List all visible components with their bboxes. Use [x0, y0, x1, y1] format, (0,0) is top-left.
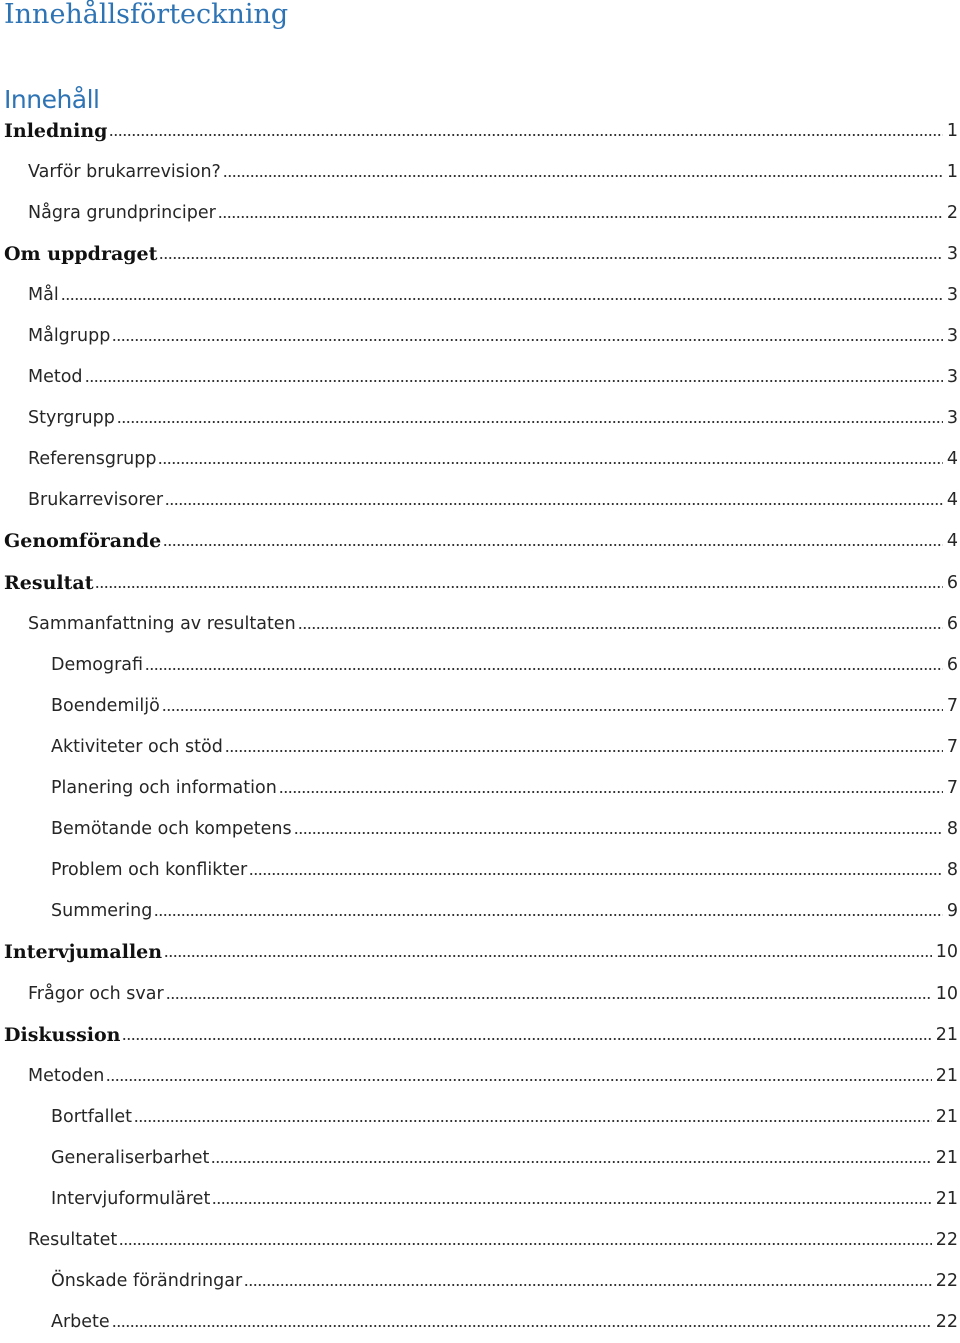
toc-entry[interactable] — [0, 233, 960, 274]
toc-entry-page-number: 21 — [935, 1024, 958, 1045]
dot-leader — [166, 996, 932, 1000]
dot-leader — [95, 585, 942, 589]
dot-leader — [218, 215, 943, 219]
toc-entry-page-number: 8 — [946, 819, 958, 840]
dot-leader — [109, 133, 942, 137]
dot-leader — [294, 831, 943, 835]
toc-entry[interactable] — [0, 973, 960, 1014]
dot-leader — [61, 297, 943, 301]
dot-leader — [225, 749, 943, 753]
toc-entry-page-number: 10 — [935, 942, 958, 963]
toc-entry-page-number: 3 — [946, 326, 958, 347]
toc-entry[interactable] — [0, 1261, 960, 1302]
dot-leader — [106, 1078, 931, 1082]
toc-entry-label: Önskade förändringar — [51, 1271, 243, 1292]
toc-entry[interactable] — [0, 357, 960, 398]
toc-entry[interactable] — [0, 1137, 960, 1178]
dot-leader — [85, 379, 943, 383]
toc-entry-page-number: 4 — [946, 449, 958, 470]
dot-leader — [211, 1160, 931, 1164]
toc-entry-label: Resultatet — [28, 1230, 118, 1251]
dot-leader — [249, 872, 943, 876]
toc-entry[interactable] — [0, 685, 960, 726]
dot-leader — [165, 502, 943, 506]
toc-entry-label: Referensgrupp — [28, 449, 157, 470]
dot-leader — [134, 1119, 932, 1123]
toc-entry[interactable] — [0, 315, 960, 356]
toc-entry-label: Inledning — [4, 119, 108, 142]
toc-entry-page-number: 4 — [946, 490, 958, 511]
toc-entry-label: Resultat — [4, 571, 94, 594]
toc-entry-page-number: 22 — [935, 1312, 958, 1333]
toc-entry[interactable] — [0, 768, 960, 809]
toc-entry-page-number: 22 — [935, 1230, 958, 1251]
toc-entry-page-number: 22 — [935, 1271, 958, 1292]
toc-entry-page-number: 6 — [946, 613, 958, 634]
toc-entry-page-number: 3 — [946, 284, 958, 305]
dot-leader — [162, 708, 943, 712]
toc-entry[interactable] — [0, 562, 960, 603]
toc-entry-label: Genomförande — [4, 530, 162, 553]
toc-entry[interactable] — [0, 110, 960, 151]
toc-entry-page-number: 21 — [935, 1188, 958, 1209]
toc-entry-label: Metoden — [28, 1065, 105, 1086]
dot-leader — [119, 1242, 931, 1246]
toc-entry-label: Målgrupp — [28, 326, 111, 347]
toc-entry-label: Demografi — [51, 654, 144, 675]
dot-leader — [298, 626, 943, 630]
toc-entry-label: Problem och konflikter — [51, 860, 248, 881]
toc-entry[interactable] — [0, 192, 960, 233]
dot-leader — [244, 1283, 932, 1287]
toc-entry-page-number: 7 — [946, 778, 958, 799]
dot-leader — [163, 543, 943, 547]
toc-entry[interactable] — [0, 1096, 960, 1137]
toc-entry-page-number: 21 — [935, 1147, 958, 1168]
toc-entry[interactable] — [0, 850, 960, 891]
toc-entry-page-number: 3 — [946, 408, 958, 429]
toc-entry-label: Varför brukarrevision? — [28, 161, 221, 182]
toc-entry[interactable] — [0, 521, 960, 562]
toc-entry-label: Summering — [51, 901, 153, 922]
toc-entry-page-number: 1 — [946, 161, 958, 182]
toc-entry[interactable] — [0, 1220, 960, 1261]
toc-entry-label: Sammanfattning av resultaten — [28, 613, 296, 634]
toc-entry-label: Intervjuformuläret — [51, 1188, 211, 1209]
toc-entry[interactable] — [0, 932, 960, 973]
toc-entry-page-number: 3 — [946, 243, 958, 264]
dot-leader — [112, 338, 943, 342]
toc-entry[interactable] — [0, 891, 960, 932]
dot-leader — [164, 954, 932, 958]
toc-entry-label: Styrgrupp — [28, 408, 115, 429]
toc-entry[interactable] — [0, 1014, 960, 1055]
toc-entry-label: Om uppdraget — [4, 242, 158, 265]
toc-entry-label: Aktiviteter och stöd — [51, 736, 223, 757]
toc-entry-label: Metod — [28, 367, 83, 388]
toc-entry-page-number: 7 — [946, 736, 958, 757]
toc-entry-page-number: 10 — [935, 983, 958, 1004]
toc-entry[interactable] — [0, 480, 960, 521]
table-of-contents — [0, 110, 960, 1343]
dot-leader — [279, 790, 943, 794]
toc-entry-page-number: 21 — [935, 1106, 958, 1127]
toc-entry-label: Arbete — [51, 1312, 110, 1333]
dot-leader — [212, 1201, 931, 1205]
toc-entry-page-number: 9 — [946, 901, 958, 922]
toc-entry[interactable] — [0, 398, 960, 439]
dot-leader — [122, 1037, 931, 1041]
toc-entry[interactable] — [0, 439, 960, 480]
toc-entry-label: Diskussion — [4, 1023, 121, 1046]
dot-leader — [112, 1324, 932, 1328]
document-title: Innehållsförteckning — [4, 0, 289, 30]
toc-entry[interactable] — [0, 274, 960, 315]
toc-entry-page-number: 1 — [946, 120, 958, 141]
toc-entry-page-number: 21 — [935, 1065, 958, 1086]
toc-entry[interactable] — [0, 644, 960, 685]
toc-entry[interactable] — [0, 726, 960, 767]
toc-entry[interactable] — [0, 151, 960, 192]
toc-entry-label: Mål — [28, 284, 59, 305]
dot-leader — [158, 461, 942, 465]
toc-entry-label: Bortfallet — [51, 1106, 133, 1127]
toc-entry-label: Planering och information — [51, 778, 277, 799]
toc-entry-label: Generaliserbarhet — [51, 1147, 210, 1168]
toc-entry[interactable] — [0, 809, 960, 850]
toc-entry[interactable] — [0, 1178, 960, 1219]
toc-entry-page-number: 3 — [946, 367, 958, 388]
toc-entry-page-number: 4 — [946, 531, 958, 552]
toc-entry[interactable] — [0, 1055, 960, 1096]
toc-entry-page-number: 2 — [946, 202, 958, 223]
toc-entry-label: Några grundprinciper — [28, 202, 216, 223]
dot-leader — [159, 256, 942, 260]
toc-entry-page-number: 8 — [946, 860, 958, 881]
toc-entry-page-number: 7 — [946, 695, 958, 716]
toc-entry-label: Intervjumallen — [4, 941, 163, 964]
dot-leader — [117, 420, 943, 424]
toc-entry[interactable] — [0, 603, 960, 644]
dot-leader — [145, 667, 943, 671]
dot-leader — [223, 174, 943, 178]
toc-entry-label: Boendemiljö — [51, 695, 160, 716]
toc-entry-label: Bemötande och kompetens — [51, 819, 292, 840]
toc-heading: Innehåll — [4, 85, 100, 114]
toc-entry[interactable] — [0, 1302, 960, 1343]
toc-entry-page-number: 6 — [946, 572, 958, 593]
toc-entry-page-number: 6 — [946, 654, 958, 675]
dot-leader — [154, 913, 943, 917]
toc-entry-label: Frågor och svar — [28, 983, 164, 1004]
toc-entry-label: Brukarrevisorer — [28, 490, 164, 511]
